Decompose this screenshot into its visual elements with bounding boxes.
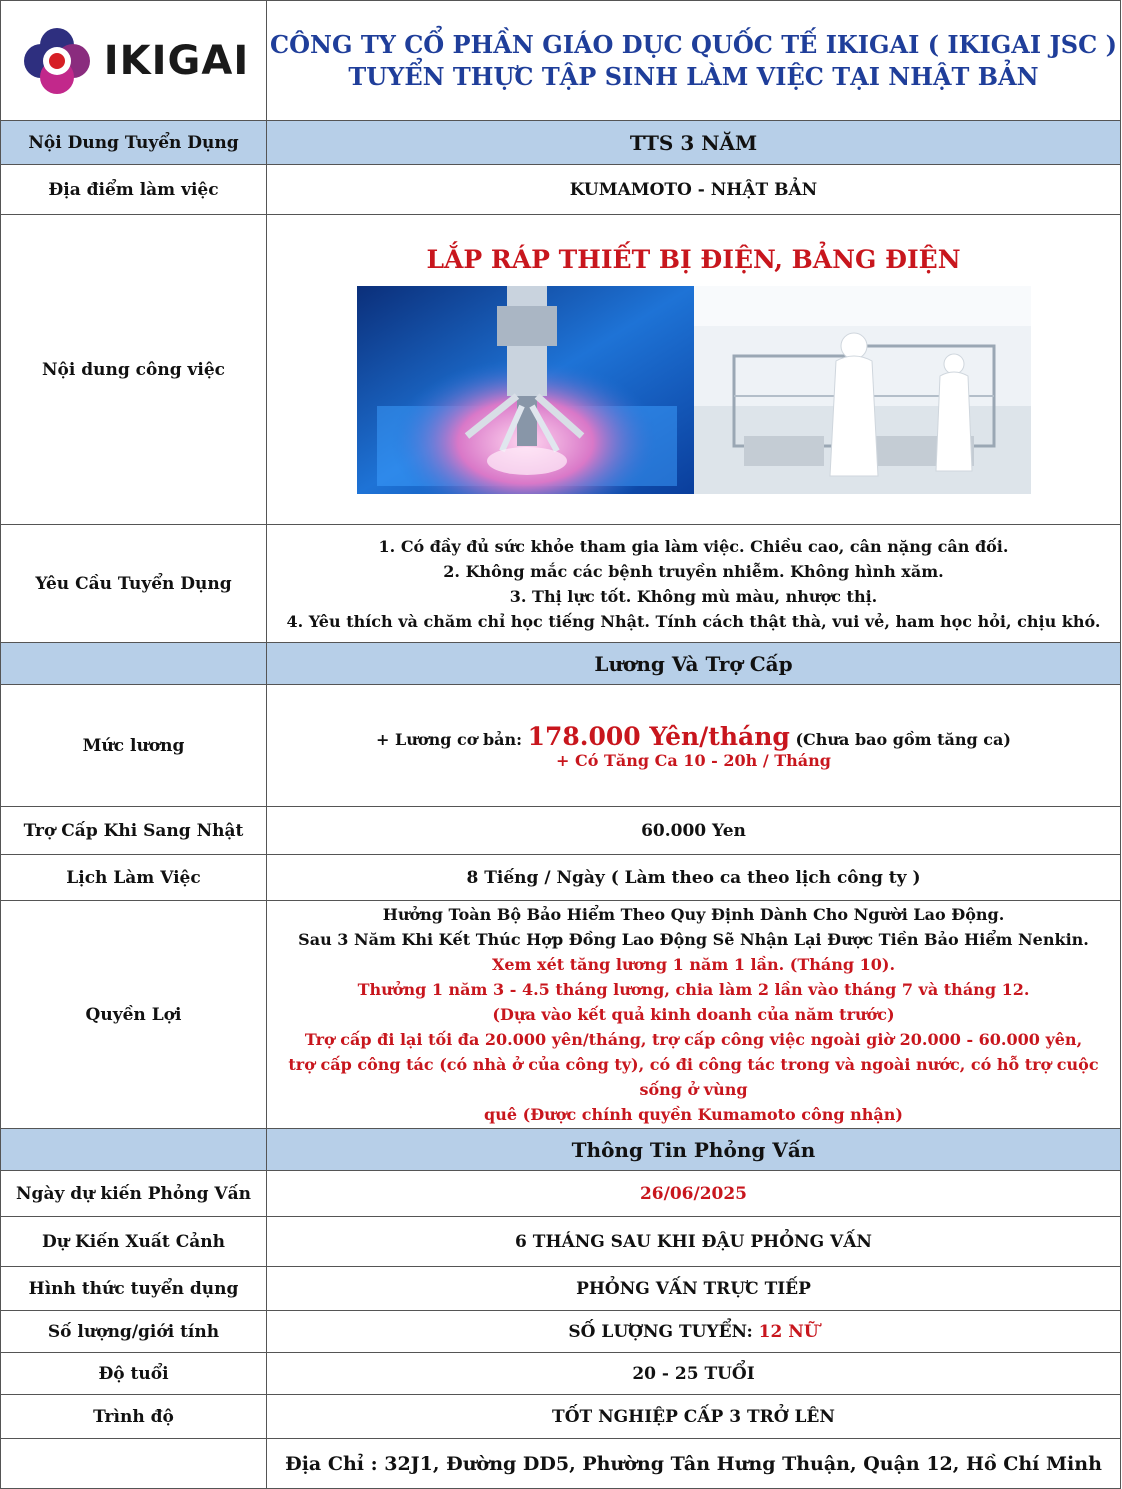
benefit-item: Thưởng 1 năm 3 - 4.5 tháng lương, chia làm 2 lần vào tháng 7 và tháng 12. [357, 980, 1030, 999]
logo-cell [1, 1, 267, 121]
benefit-item: Sau 3 Năm Khi Kết Thúc Hợp Đồng Lao Động Sẽ Nhận Lại Được Tiền Bảo Hiểm Nenkin. [298, 930, 1089, 949]
quantity-row [1, 1311, 1121, 1353]
requirements-row [1, 525, 1121, 643]
benefits-label: Quyền Lợi [1, 901, 267, 1129]
overtime-line: + Có Tăng Ca 10 - 20h / Tháng [556, 750, 831, 770]
benefit-item: (Dựa vào kết quả kinh doanh của năm trước) [492, 1005, 895, 1024]
salary-row [1, 685, 1121, 807]
job-label: Nội dung công việc [1, 215, 267, 525]
requirement-item: 1. Có đầy đủ sức khỏe tham gia làm việc. Chiều cao, cân nặng cân đối. [378, 536, 1009, 556]
schedule-row [1, 855, 1121, 901]
job-row [1, 215, 1121, 525]
interview-date-row [1, 1171, 1121, 1217]
age-row [1, 1353, 1121, 1395]
benefits-row [1, 901, 1121, 1129]
age-value: 20 - 25 TUỔI [267, 1353, 1121, 1395]
job-title: LẮP RÁP THIẾT BỊ ĐIỆN, BẢNG ĐIỆN [426, 245, 961, 274]
allowance-value: 60.000 Yen [267, 807, 1121, 855]
quantity-cell [267, 1311, 1121, 1353]
job-cell [267, 215, 1121, 525]
quantity-label: Số lượng/giới tính [1, 1311, 267, 1353]
recruit-label: Nội Dung Tuyển Dụng [1, 121, 267, 165]
ikigai-logo-icon [18, 22, 96, 100]
salary-prefix: + Lương cơ bản: [376, 729, 528, 749]
benefits-cell [267, 901, 1121, 1129]
address: Địa Chỉ : 32J1, Đường DD5, Phường Tân Hưng Thuận, Quận 12, Hồ Chí Minh [267, 1439, 1121, 1489]
location-label: Địa điểm làm việc [1, 165, 267, 215]
quantity-prefix: SỐ LƯỢNG TUYỂN: [568, 1321, 759, 1342]
requirement-item: 2. Không mắc các bệnh truyền nhiễm. Không hình xăm. [443, 561, 944, 581]
company-cell [267, 1, 1121, 121]
header-row [1, 1, 1121, 121]
schedule-label: Lịch Làm Việc [1, 855, 267, 901]
benefit-item: Trợ cấp đi lại tối đa 20.000 yên/tháng, trợ cấp công việc ngoài giờ 20.000 - 60.000 yên, [304, 1030, 1083, 1049]
interview-date-value: 26/06/2025 [267, 1171, 1121, 1217]
departure-row [1, 1217, 1121, 1267]
interview-section-row [1, 1129, 1121, 1171]
education-row [1, 1395, 1121, 1439]
quantity-value: 12 NỮ [758, 1321, 819, 1342]
cleanroom-photo [694, 286, 1031, 494]
benefit-item: Xem xét tăng lương 1 năm 1 lần. (Tháng 10). [491, 955, 896, 974]
education-label: Trình độ [1, 1395, 267, 1439]
age-label: Độ tuổi [1, 1353, 267, 1395]
address-blank [1, 1439, 267, 1489]
benefit-item: Hưởng Toàn Bộ Bảo Hiểm Theo Quy Định Dành Cho Người Lao Động. [382, 905, 1005, 924]
allowance-label: Trợ Cấp Khi Sang Nhật [1, 807, 267, 855]
salary-section-blank [1, 643, 267, 685]
education-value: TỐT NGHIỆP CẤP 3 TRỞ LÊN [267, 1395, 1121, 1439]
benefit-item: quê (Được chính quyền Kumamoto công nhận) [484, 1105, 903, 1124]
salary-label: Mức lương [1, 685, 267, 807]
form-label: Hình thức tuyển dụng [1, 1267, 267, 1311]
requirement-item: 3. Thị lực tốt. Không mù màu, nhược thị. [509, 586, 878, 606]
requirements-cell [267, 525, 1121, 643]
requirement-item: 4. Yêu thích và chăm chỉ học tiếng Nhật. Tính cách thật thà, vui vẻ, ham học hỏi, chịu khó. [286, 611, 1101, 631]
location-value: KUMAMOTO - NHẬT BẢN [267, 165, 1121, 215]
interview-date-label: Ngày dự kiến Phỏng Vấn [1, 1171, 267, 1217]
salary-amount: 178.000 Yên/tháng [527, 721, 790, 751]
location-row [1, 165, 1121, 215]
form-row [1, 1267, 1121, 1311]
recruit-value: TTS 3 NĂM [267, 121, 1121, 165]
salary-section-row [1, 643, 1121, 685]
recruit-row [1, 121, 1121, 165]
robotic-assembly-photo [357, 286, 694, 494]
salary-section-title: Lương Và Trợ Cấp [267, 643, 1121, 685]
benefit-item: trợ cấp công tác (có nhà ở của công ty), có đi công tác trong và ngoài nước, có hỗ trợ cuộc sống ở vùng [288, 1055, 1099, 1099]
interview-section-blank [1, 1129, 267, 1171]
salary-cell [267, 685, 1121, 807]
company-subtitle: TUYỂN THỰC TẬP SINH LÀM VIỆC TẠI NHẬT BẢN [348, 61, 1039, 91]
allowance-row [1, 807, 1121, 855]
interview-section-title: Thông Tin Phỏng Vấn [267, 1129, 1121, 1171]
salary-suffix: (Chưa bao gồm tăng ca) [789, 729, 1011, 749]
salary-line [267, 722, 1120, 751]
requirements-label: Yêu Cầu Tuyển Dụng [1, 525, 267, 643]
address-row [1, 1439, 1121, 1489]
company-name: CÔNG TY CỔ PHẦN GIÁO DỤC QUỐC TẾ IKIGAI ( IKIGAI JSC ) [270, 29, 1117, 59]
form-value: PHỎNG VẤN TRỰC TIẾP [267, 1267, 1121, 1311]
departure-label: Dự Kiến Xuất Cảnh [1, 1217, 267, 1267]
departure-value: 6 THÁNG SAU KHI ĐẬU PHỎNG VẤN [267, 1217, 1121, 1267]
schedule-value: 8 Tiếng / Ngày ( Làm theo ca theo lịch công ty ) [267, 855, 1121, 901]
job-photos [267, 286, 1120, 494]
logo-text: IKIGAI [103, 37, 250, 84]
